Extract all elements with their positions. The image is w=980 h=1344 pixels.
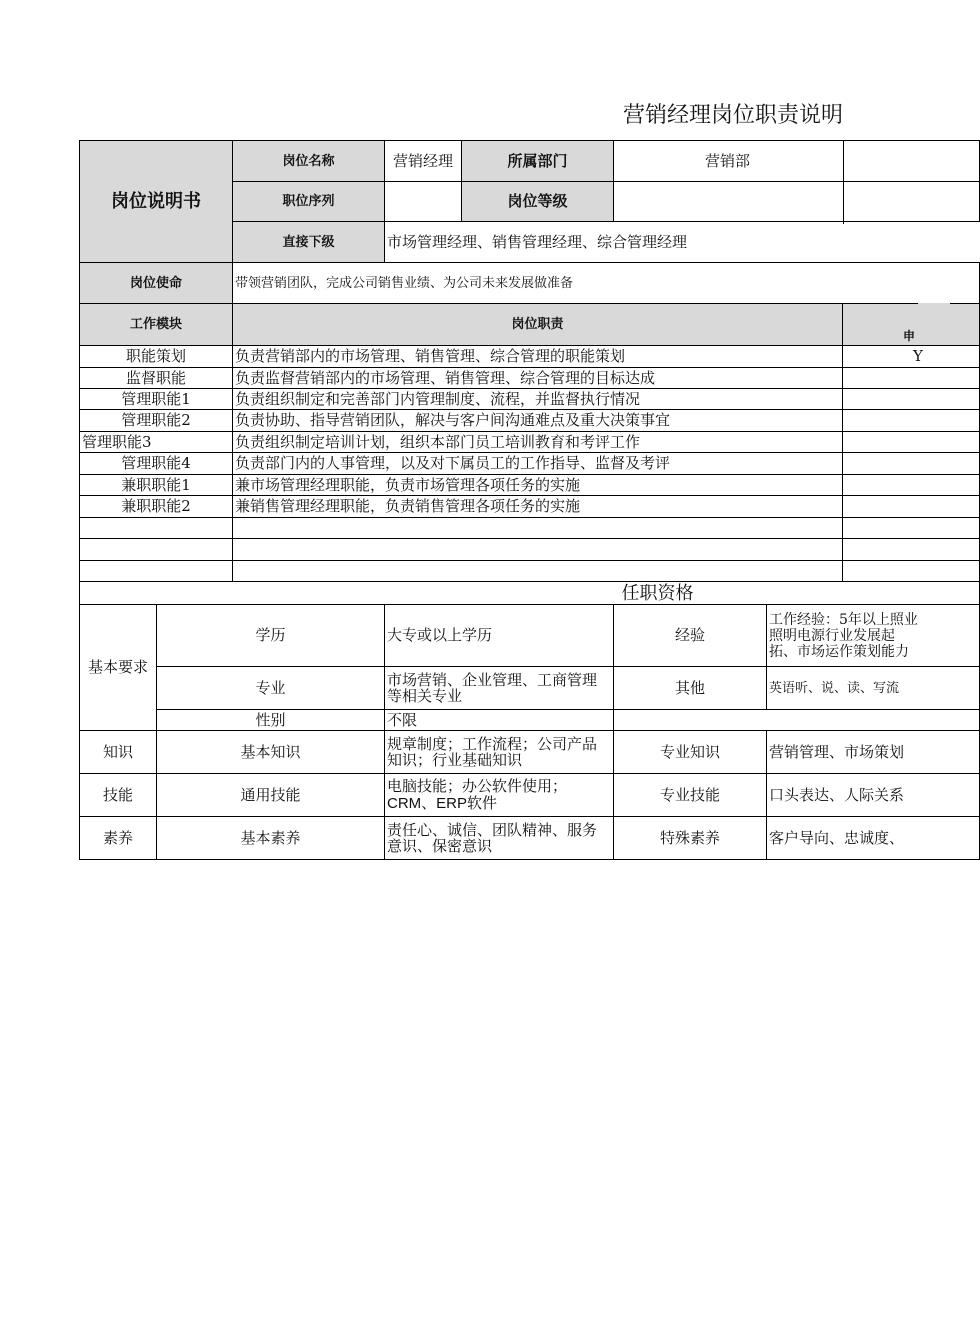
document-title: 营销经理岗位职责说明 (622, 103, 843, 128)
duty-module: 职能策划 (80, 346, 233, 368)
duty-module: 管理职能4 (80, 453, 233, 475)
major-label: 专业 (157, 667, 385, 710)
position-name-value: 营销经理 (385, 141, 462, 182)
empty-cell (233, 539, 843, 561)
sequence-label: 职位序列 (233, 182, 385, 222)
experience-value: 工作经验：5年以上照业照明电源行业发展起拓、市场运作策划能力 (767, 605, 980, 667)
book-label: 岗位说明书 (80, 141, 233, 263)
approve-cell (843, 389, 980, 410)
general-skill-line: 电脑技能；办公软件使用； (387, 777, 568, 795)
empty-cell (843, 561, 980, 582)
approve-cell (843, 368, 980, 389)
basic-knowledge-label: 基本知识 (157, 731, 385, 774)
quality-label: 素养 (80, 817, 157, 860)
duty-text: 兼销售管理经理职能，负责销售管理各项任务的实施 (233, 496, 843, 518)
pro-knowledge-value: 营销管理、市场策划 (767, 731, 980, 774)
duty-module: 监督职能 (80, 368, 233, 389)
pro-knowledge-label: 专业知识 (614, 731, 767, 774)
subordinate-value: 市场管理经理、销售管理经理、综合管理经理 (385, 222, 980, 263)
gender-label: 性别 (157, 710, 385, 731)
pro-skill-label: 专业技能 (614, 774, 767, 817)
table-right-border (843, 140, 844, 224)
duty-text: 负责组织制定和完善部门内管理制度、流程，并监督执行情况 (233, 389, 843, 410)
empty-cell (233, 561, 843, 582)
basic-quality-value: 责任心、诚信、团队精神、服务意识、保密意识 (385, 817, 614, 860)
grade-value (614, 182, 980, 222)
duty-module: 兼职职能2 (80, 496, 233, 518)
approval-header-overflow (918, 303, 950, 345)
education-label: 学历 (157, 605, 385, 667)
approve-cell (843, 453, 980, 475)
approve-mark: Y (843, 346, 980, 368)
approve-cell (843, 410, 980, 432)
duty-module: 管理职能2 (80, 410, 233, 432)
mission-value: 带领营销团队，完成公司销售业绩、为公司未来发展做准备 (233, 263, 980, 304)
education-value: 大专或以上学历 (385, 605, 614, 667)
duty-module: 兼职职能1 (80, 475, 233, 496)
empty-cell (80, 539, 233, 561)
general-skill-line: CRM、ERP软件 (387, 795, 498, 812)
knowledge-label: 知识 (80, 731, 157, 774)
skill-label: 技能 (80, 774, 157, 817)
approve-cell (843, 475, 980, 496)
empty-cell (80, 518, 233, 539)
basic-quality-label: 基本素养 (157, 817, 385, 860)
qualification-title: 任职资格 (614, 582, 980, 605)
empty-cell (233, 518, 843, 539)
position-name-label: 岗位名称 (233, 141, 385, 182)
empty-cell (843, 518, 980, 539)
sequence-value (385, 182, 462, 222)
duty-text: 负责组织制定培训计划，组织本部门员工培训教育和考评工作 (233, 432, 843, 453)
duty-text: 负责协助、指导营销团队，解决与客户间沟通难点及重大决策事宜 (233, 410, 843, 432)
module-header: 工作模块 (80, 304, 233, 346)
experience-label: 经验 (614, 605, 767, 667)
approve-cell (843, 496, 980, 518)
approve-cell (843, 432, 980, 453)
major-value: 市场营销、企业管理、工商管理等相关专业 (385, 667, 614, 710)
grade-label: 岗位等级 (462, 182, 614, 222)
general-skill-label: 通用技能 (157, 774, 385, 817)
gender-value: 不限 (385, 710, 614, 731)
duty-module: 管理职能1 (80, 389, 233, 410)
empty-cell (843, 539, 980, 561)
other-value: 英语听、说、读、写流 (767, 667, 980, 710)
empty-cell (614, 710, 980, 731)
general-skill-value (385, 774, 614, 817)
duty-text: 负责营销部内的市场管理、销售管理、综合管理的职能策划 (233, 346, 843, 368)
duty-text: 负责部门内的人事管理，以及对下属员工的工作指导、监督及考评 (233, 453, 843, 475)
subordinate-label: 直接下级 (233, 222, 385, 263)
empty-cell (80, 561, 233, 582)
mission-label: 岗位使命 (80, 263, 233, 304)
basic-requirements-label: 基本要求 (80, 605, 157, 731)
special-quality-value: 客户导向、忠诚度、 (767, 817, 980, 860)
duty-text: 负责监督营销部内的市场管理、销售管理、综合管理的目标达成 (233, 368, 843, 389)
duty-header: 岗位职责 (233, 304, 843, 346)
duty-module: 管理职能3 (80, 432, 233, 453)
department-label: 所属部门 (462, 141, 614, 182)
empty-cell (80, 582, 614, 605)
special-quality-label: 特殊素养 (614, 817, 767, 860)
pro-skill-value: 口头表达、人际关系 (767, 774, 980, 817)
job-description-table (79, 140, 923, 864)
basic-knowledge-value: 规章制度；工作流程；公司产品知识；行业基础知识 (385, 731, 614, 774)
approve-header: 申 (843, 304, 980, 346)
other-label: 其他 (614, 667, 767, 710)
duty-text: 兼市场管理经理职能，负责市场管理各项任务的实施 (233, 475, 843, 496)
department-value: 营销部 (614, 141, 980, 182)
